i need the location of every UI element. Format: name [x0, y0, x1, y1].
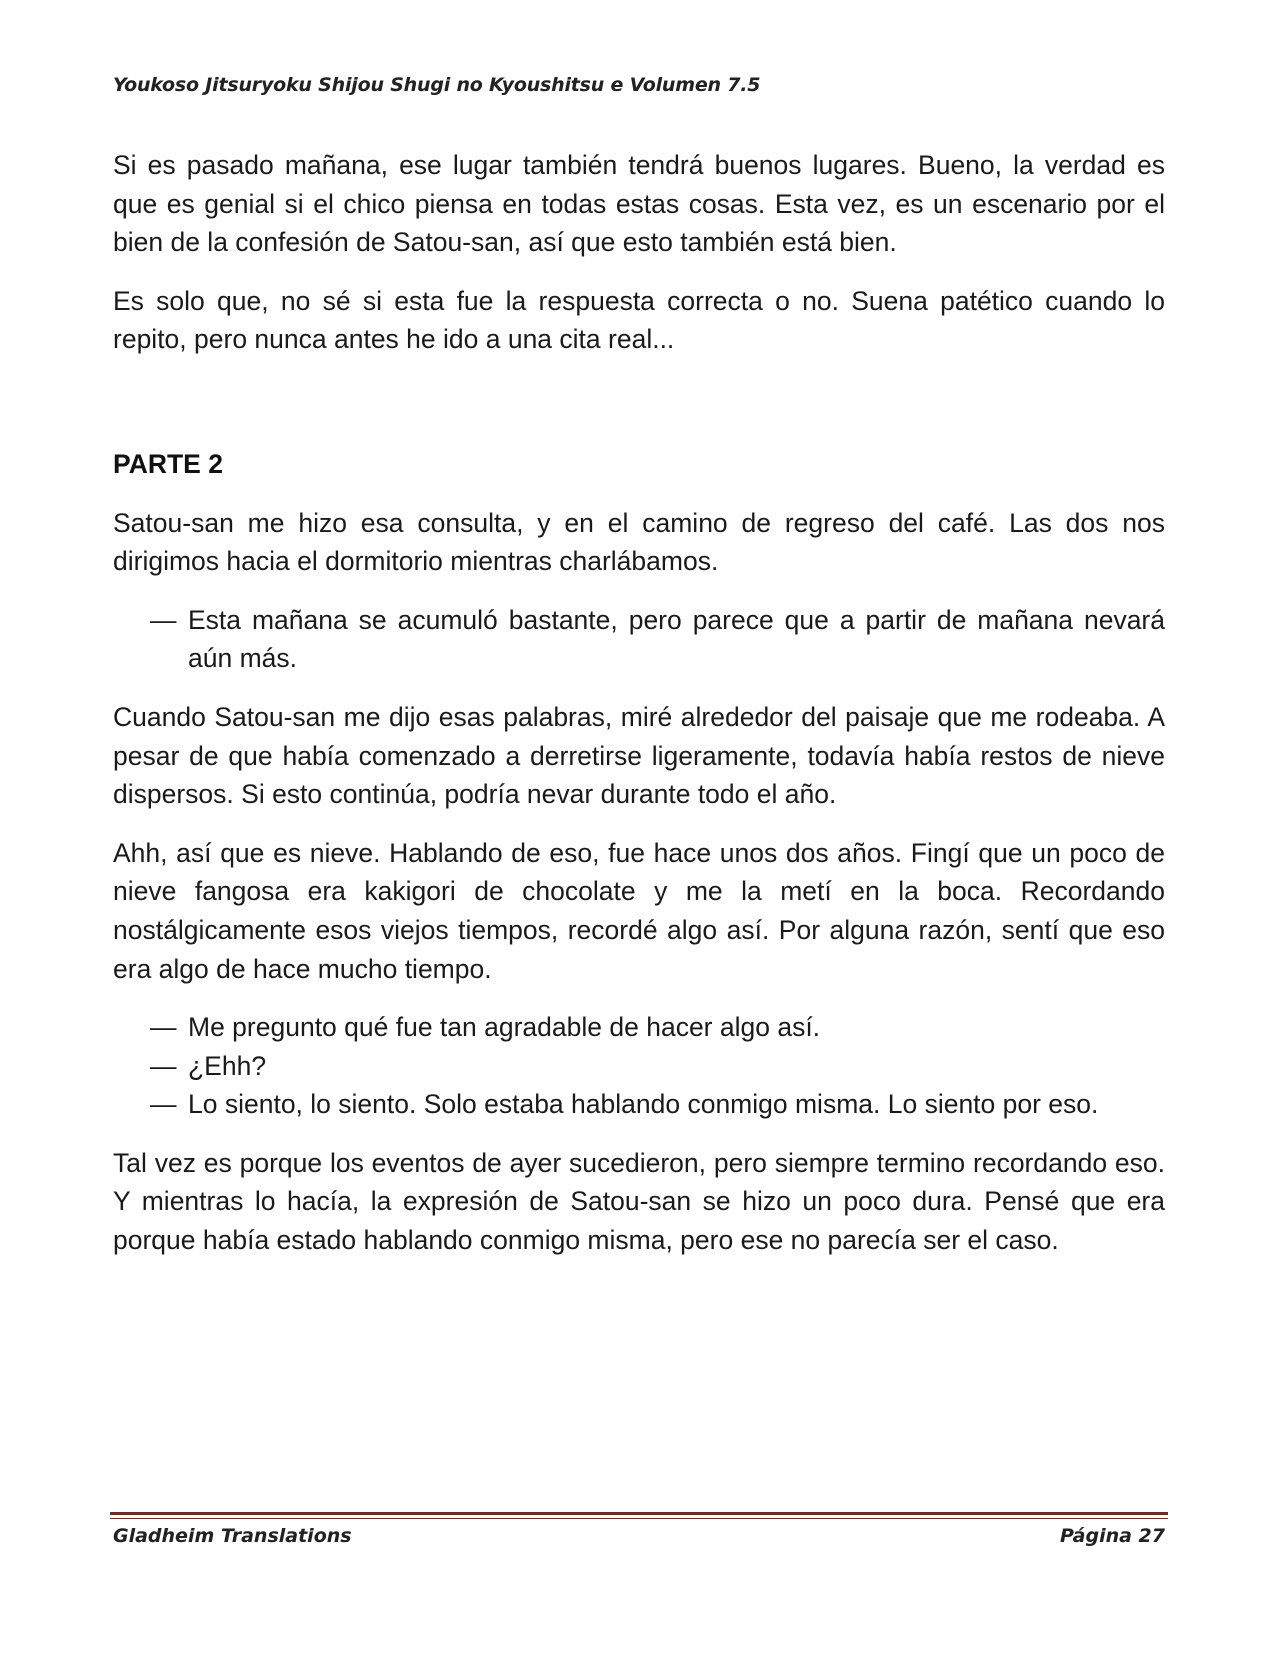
dialog-line [113, 1085, 1165, 1124]
footer-rule-thick [110, 1512, 1168, 1515]
paragraph-4: Cuando Satou-san me dijo esas palabras, miré alrededor del paisaje que me rodeaba. A pesar de que había comenzado a derretirse ligeramente, todavía había restos de nieve dispersos. Si esto continúa, podría nevar durante todo el año. [113, 701, 1165, 810]
dialog-list-2 [113, 1008, 1165, 1124]
section-spacer [113, 379, 1165, 445]
dialog-text: Esta mañana se acumuló bastante, pero parece que a partir de mañana nevará aún más. [188, 604, 1165, 674]
footer-publisher: Gladheim Translations [113, 1525, 352, 1547]
dialog-dash: — [150, 604, 177, 635]
dialog-text: ¿Ehh? [188, 1050, 267, 1081]
dialog-line [113, 1008, 1165, 1047]
paragraph-3: Satou-san me hizo esa consulta, y en el camino de regreso del café. Las dos nos dirigimos hacia el dormitorio mientras charlábamos. [113, 507, 1165, 577]
dialog-line [113, 601, 1165, 678]
section-heading: PARTE 2 [113, 448, 223, 479]
dialog-dash: — [150, 1050, 177, 1081]
paragraph-1: Si es pasado mañana, ese lugar también tendrá buenos lugares. Bueno, la verdad es que es genial si el chico piensa en todas estas cosas. Esta vez, es un escenario por el bien de la confesión de Satou-san, así que esto también está bien. [113, 150, 1165, 258]
dialog-dash: — [150, 1012, 177, 1043]
dialog-text: Me pregunto qué fue tan agradable de hacer algo así. [188, 1012, 821, 1043]
dialog-list-1 [113, 601, 1165, 678]
footer-page-number: Página 27 [1059, 1525, 1165, 1547]
page-content [113, 146, 1165, 1280]
dialog-line [113, 1047, 1165, 1086]
dialog-dash: — [150, 1089, 177, 1120]
running-header-title: Youkoso Jitsuryoku Shijou Shugi no Kyoushitsu e Volumen 7.5 [113, 74, 761, 96]
paragraph-2: Es solo que, no sé si esta fue la respuesta correcta o no. Suena patético cuando lo repito, pero nunca antes he ido a una cita real... [113, 285, 1165, 355]
paragraph-5: Ahh, así que es nieve. Hablando de eso, fue hace unos dos años. Fingí que un poco de nieve fangosa era kakigori de chocolate y me la metí en la boca. Recordando nostálgicamente esos viejos tiempos, recordé algo así. Por alguna razón, sentí que eso era algo de hace mucho tiempo. [113, 837, 1165, 984]
paragraph-6: Tal vez es porque los eventos de ayer sucedieron, pero siempre termino recordando eso. Y mientras lo hacía, la expresión de Satou-san se hizo un poco dura. Pensé que era porque había estado hablando conmigo misma, pero ese no parecía ser el caso. [113, 1147, 1165, 1256]
footer-rule-thin [110, 1518, 1168, 1519]
dialog-text: Lo siento, lo siento. Solo estaba hablando conmigo misma. Lo siento por eso. [188, 1089, 1099, 1120]
